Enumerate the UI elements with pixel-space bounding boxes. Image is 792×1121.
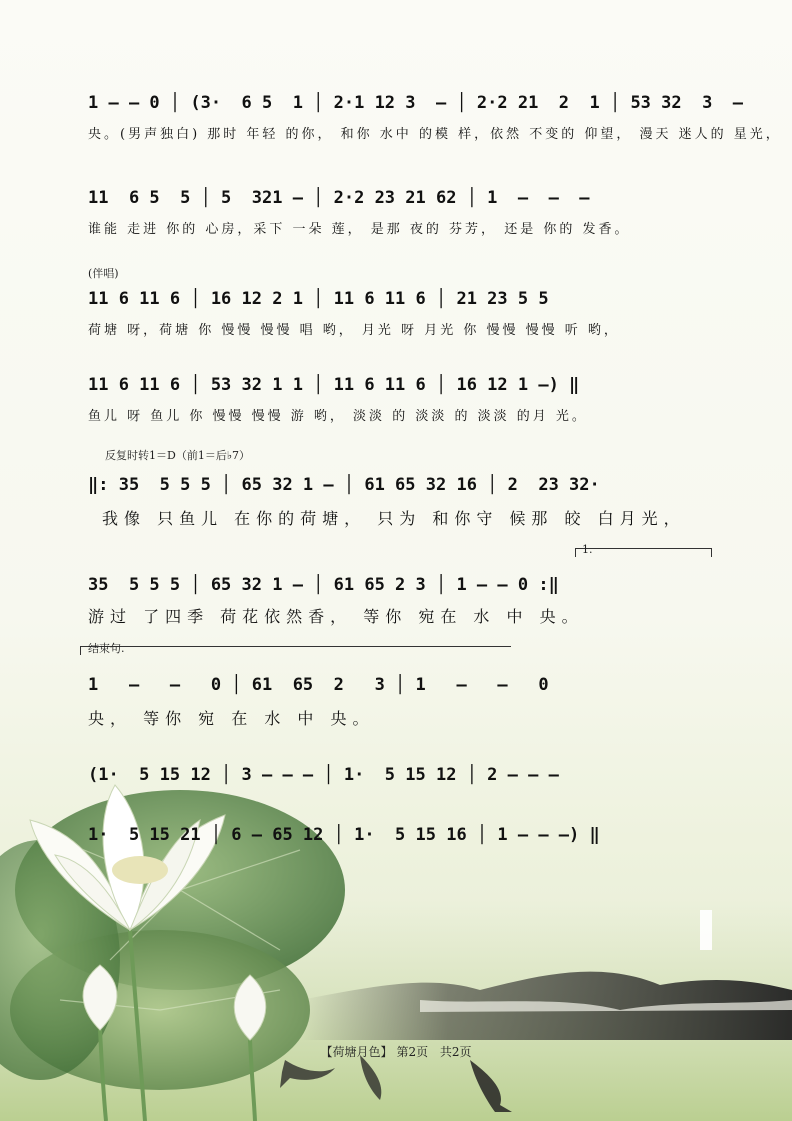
- section-label: (伴唱): [88, 267, 119, 280]
- ending-bracket: [80, 646, 511, 655]
- lyric-line: 荷塘 呀，荷塘 你 慢慢 慢慢 唱 哟， 月光 呀 月光 你 慢慢 慢慢 听 哟，: [88, 323, 620, 338]
- ending-label: 结束句.: [88, 642, 125, 655]
- footer-page: 第2页: [396, 1045, 429, 1059]
- footer-title: 【荷塘月色】: [320, 1045, 393, 1059]
- notation-line: 1· 5 15 21 │ 6 – 65 12 │ 1· 5 15 16 │ 1 – – –) ‖: [88, 825, 600, 845]
- lyric-line: 我像 只鱼儿 在你的荷塘， 只为 和你守 候那 皎 白月光，: [102, 509, 686, 528]
- score-row-7: [88, 672, 728, 730]
- score-row-4: [88, 372, 728, 428]
- lyric-line: 鱼儿 呀 鱼儿 你 慢慢 慢慢 游 哟， 淡淡 的 淡淡 的 淡淡 的月 光。: [88, 409, 588, 424]
- page-footer: [0, 1043, 792, 1060]
- lyric-line: 央， 等你 宛 在 水 中 央。: [88, 709, 375, 728]
- score-row-9: [88, 822, 728, 848]
- score-row-1: [88, 90, 782, 146]
- notation-line: 35 5 5 5 │ 65 32 1 – │ 61 65 2 3 │ 1 – – 0 :‖: [88, 575, 559, 595]
- footer-total: 共2页: [439, 1045, 472, 1059]
- notation-line: (1· 5 15 12 │ 3 – – – │ 1· 5 15 12 │ 2 – – –: [88, 765, 559, 785]
- notation-line: 1 – – 0 │ 61 65 2 3 │ 1 – – 0: [88, 675, 549, 695]
- score-row-6: [88, 572, 728, 628]
- volta-label: 1.: [582, 543, 593, 556]
- notation-line: 11 6 11 6 │ 16 12 2 1 │ 11 6 11 6 │ 21 23 5 5: [88, 289, 549, 309]
- volta-bracket: [575, 548, 712, 557]
- notation-line: 11 6 11 6 │ 53 32 1 1 │ 11 6 11 6 │ 16 12 1 –) ‖: [88, 375, 580, 395]
- score-row-2: [88, 185, 728, 241]
- score-row-5: [88, 472, 728, 530]
- lyric-line: 央。(男声独白) 那时 年轻 的你， 和你 水中 的模 样，依然 不变的 仰望， 漫天 迷人的 星光，: [88, 127, 782, 142]
- lyric-line: 游过 了四季 荷花依然香， 等你 宛在 水 中 央。: [88, 607, 584, 626]
- score-row-8: [88, 762, 728, 788]
- score-row-3: [88, 286, 728, 342]
- notation-line: 1 – – 0 │ (3· 6 5 1 │ 2·1 12 3 – │ 2·2 21 2 1 │ 53 32 3 –: [88, 93, 744, 113]
- lyric-line: 谁能 走进 你的 心房，采下 一朵 莲， 是那 夜的 芬芳， 还是 你的 发香。: [88, 222, 631, 237]
- notation-line: ‖: 35 5 5 5 │ 65 32 1 – │ 61 65 32 16 │ 2 23 32·: [88, 475, 600, 495]
- notation-line: 11 6 5 5 │ 5 321 – │ 2·2 23 21 62 │ 1 – – –: [88, 188, 590, 208]
- key-change-label: 反复时转1＝D（前1＝后♭7）: [105, 449, 251, 462]
